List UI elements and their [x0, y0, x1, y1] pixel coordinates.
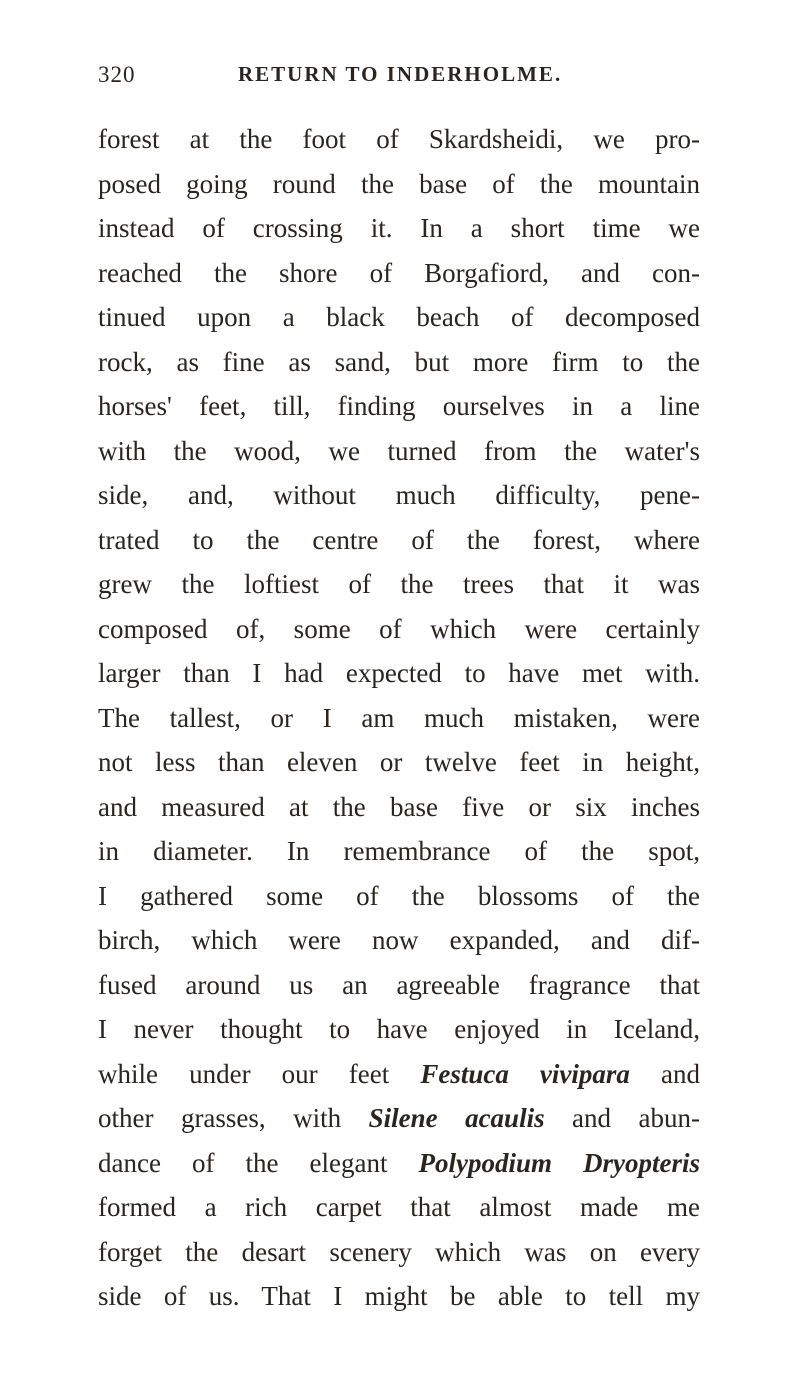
body-text: [98, 117, 700, 1319]
text-line: in diameter. In remembrance of the spot,: [98, 836, 700, 866]
text-line: instead of crossing it. In a short time we: [98, 213, 700, 243]
text-line: composed of, some of which were certainly: [98, 613, 700, 644]
text-line: forest at the foot of Skardsheidi, we pro-: [98, 124, 700, 154]
text-line: forget the desart scenery which was on every: [98, 1236, 700, 1267]
page-number: 320: [98, 62, 136, 87]
text-line: reached the shore of Borgafiord, and con-: [98, 257, 700, 288]
text-line: tinued upon a black beach of decomposed: [98, 302, 700, 332]
text-line: The tallest, or I am much mistaken, were: [98, 702, 700, 733]
text-line: grew the loftiest of the trees that it was: [98, 569, 700, 599]
text-line: while under our feet Festuca vivipara and: [98, 1058, 701, 1089]
species-name: Polypodium Dryopteris: [418, 1147, 700, 1178]
text-line: dance of the elegant Polypodium Dryopteris: [98, 1147, 700, 1178]
text-line: larger than I had expected to have met with.: [98, 658, 700, 688]
text-line: formed a rich carpet that almost made me: [98, 1192, 700, 1222]
running-head: [98, 62, 698, 94]
text-line: horses' feet, till, finding ourselves in a line: [98, 391, 700, 421]
species-name: Festuca vivipara: [420, 1058, 630, 1089]
text-line: and measured at the base five or six inches: [98, 791, 700, 822]
text-line: not less than eleven or twelve feet in height,: [98, 747, 700, 777]
text-line: side, and, without much difficulty, pene-: [98, 480, 700, 510]
text-line: fused around us an agreeable fragrance that: [98, 969, 700, 1000]
text-line: with the wood, we turned from the water's: [98, 435, 700, 466]
text-line: I gathered some of the blossoms of the: [98, 880, 700, 911]
text-line: other grasses, with Silene acaulis and abun-: [98, 1103, 700, 1133]
text-line: birch, which were now expanded, and dif-: [98, 925, 700, 955]
text-line: side of us. That I might be able to tell my: [98, 1281, 700, 1311]
text-line: trated to the centre of the forest, where: [98, 524, 700, 555]
running-title: RETURN TO INDERHOLME.: [238, 62, 563, 86]
species-name: Silene acaulis: [368, 1103, 545, 1133]
text-line: posed going round the base of the mountain: [98, 168, 700, 199]
text-line: I never thought to have enjoyed in Iceland,: [98, 1014, 700, 1044]
text-line: rock, as fine as sand, but more firm to the: [98, 346, 700, 377]
